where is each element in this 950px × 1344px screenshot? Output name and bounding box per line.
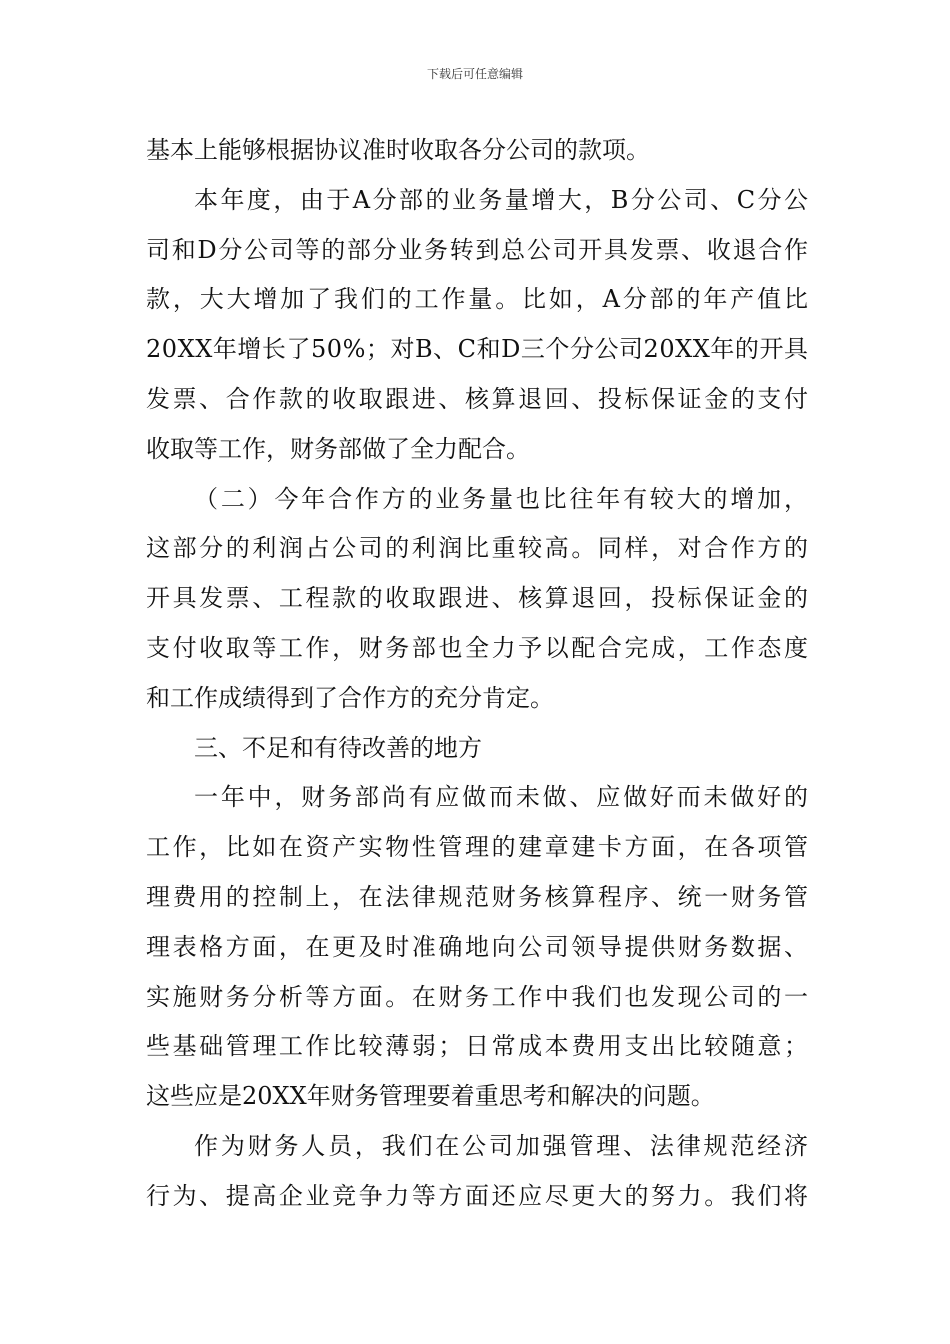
text-line: 收取等工作，财务部做了全力配合。 bbox=[146, 434, 530, 463]
text-line: 司和D分公司等的部分业务转到总公司开具发票、收退合作 bbox=[146, 235, 810, 264]
text-line: 一年中，财务部尚有应做而未做、应做好而未做好的 bbox=[194, 783, 811, 812]
text-line: 开具发票、工程款的收取跟进、核算退回，投标保证金的 bbox=[146, 584, 811, 613]
text-line: （二）今年合作方的业务量也比往年有较大的增加， bbox=[194, 484, 811, 513]
text-line: 工作，比如在资产实物性管理的建章建卡方面，在各项管 bbox=[146, 833, 811, 862]
text-line: 发票、合作款的收取跟进、核算退回、投标保证金的支付 bbox=[146, 384, 811, 413]
page-header-note: 下载后可任意编辑 bbox=[426, 67, 523, 81]
text-line: 些基础管理工作比较薄弱；日常成本费用支出比较随意； bbox=[146, 1032, 811, 1061]
text-line: 这些应是20XX年财务管理要着重思考和解决的问题。 bbox=[146, 1082, 715, 1111]
text-line: 理费用的控制上，在法律规范财务核算程序、统一财务管 bbox=[146, 882, 811, 911]
text-line: 本年度，由于A分部的业务量增大，B分公司、C分公 bbox=[194, 185, 811, 214]
text-line: 20XX年增长了50%；对B、C和D三个分公司20XX年的开具 bbox=[146, 335, 809, 364]
document-body bbox=[146, 126, 811, 1222]
text-line: 三、不足和有待改善的地方 bbox=[194, 733, 482, 762]
text-line: 和工作成绩得到了合作方的充分肯定。 bbox=[146, 683, 554, 712]
text-line: 基本上能够根据协议准时收取各分公司的款项。 bbox=[146, 136, 650, 164]
text-line: 作为财务人员，我们在公司加强管理、法律规范经济 bbox=[194, 1131, 811, 1160]
text-line: 款，大大增加了我们的工作量。比如，A分部的年产值比 bbox=[146, 285, 811, 314]
text-line: 行为、提高企业竞争力等方面还应尽更大的努力。我们将 bbox=[146, 1181, 811, 1210]
text-line: 理表格方面，在更及时准确地向公司领导提供财务数据、 bbox=[146, 932, 811, 961]
text-line: 这部分的利润占公司的利润比重较高。同样，对合作方的 bbox=[146, 534, 811, 563]
text-line: 实施财务分析等方面。在财务工作中我们也发现公司的一 bbox=[146, 982, 811, 1011]
text-line: 支付收取等工作，财务部也全力予以配合完成，工作态度 bbox=[146, 633, 811, 662]
